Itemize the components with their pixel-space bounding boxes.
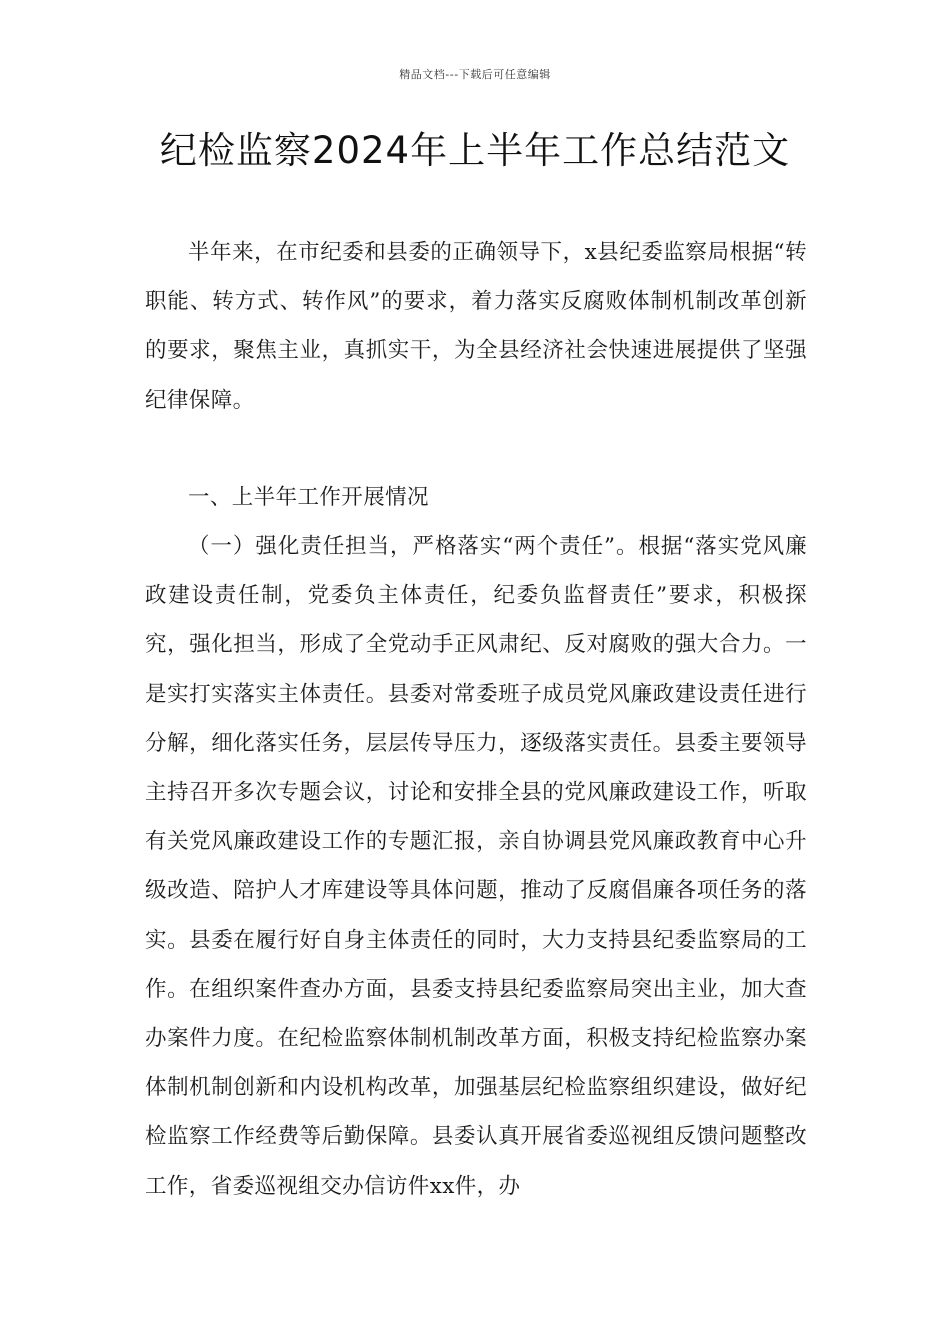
section-heading: 一、上半年工作开展情况 xyxy=(188,484,429,510)
header-note: 精品文档---下载后可任意编辑 xyxy=(399,68,551,81)
document-body xyxy=(145,228,807,1211)
document-title: 纪检监察2024年上半年工作总结范文 xyxy=(159,129,791,172)
intro-paragraph: 半年来，在市纪委和县委的正确领导下，x县纪委监察局根据“转职能、转方式、转作风”的要求，着力落实反腐败体制机制改革创新的要求，聚焦主业，真抓实干，为全县经济社会快速进展提供了坚强纪律保障。 xyxy=(145,240,807,413)
body-paragraph: （一）强化责任担当，严格落实“两个责任”。根据“落实党风廉政建设责任制，党委负主体责任，纪委负监督责任”要求，积极探究，强化担当，形成了全党动手正风肃纪、反对腐败的强大合力。一是实打实落实主体责任。县委对常委班子成员党风廉政建设责任进行分解，细化落实任务，层层传导压力，逐级落实责任。县委主要领导主持召开多次专题会议，讨论和安排全县的党风廉政建设工作，听取有关党风廉政建设工作的专题汇报，亲自协调县党风廉政教育中心升级改造、陪护人才库建设等具体问题，推动了反腐倡廉各项任务的落实。县委在履行好自身主体责任的同时，大力支持县纪委监察局的工作。在组织案件查办方面，县委支持县纪委监察局突出主业，加大查办案件力度。在纪检监察体制机制改革方面，积极支持纪检监察办案体制机制创新和内设机构改革，加强基层纪检监察组织建设，做好纪检监察工作经费等后勤保障。县委认真开展省委巡视组反馈问题整改工作，省委巡视组交办信访件xx件，办 xyxy=(145,534,807,1199)
